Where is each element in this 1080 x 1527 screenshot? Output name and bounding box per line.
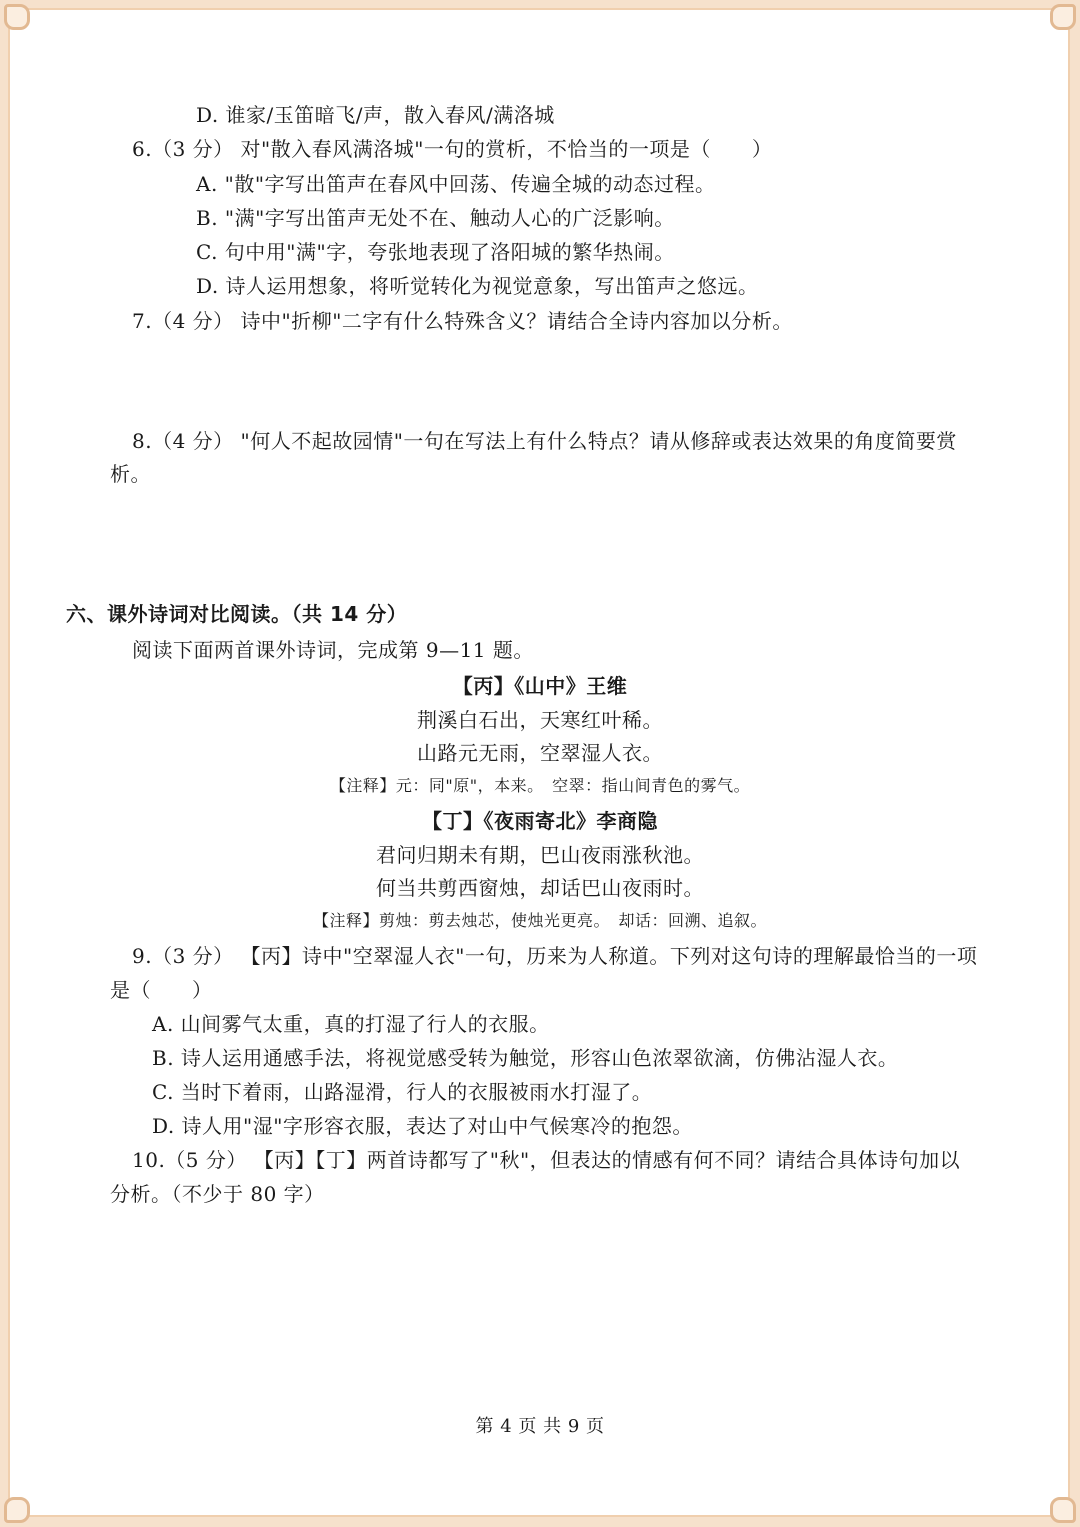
q9-stem-line2: 是（ ） [110, 978, 213, 1002]
q8-stem-line2: 析。 [110, 462, 151, 486]
q6-option-b: B. "满"字写出笛声无处不在、触动人心的广泛影响。 [196, 206, 675, 230]
q9-option-d: D. 诗人用"湿"字形容衣服，表达了对山中气候寒冷的抱怨。 [152, 1114, 693, 1138]
q6-option-c: C. 句中用"满"字，夸张地表现了洛阳城的繁华热闹。 [196, 240, 675, 264]
q10-stem-line2: 分析。（不少于 80 字） [110, 1182, 325, 1206]
page-number: 第 4 页 共 9 页 [475, 1416, 605, 1437]
poem-ding-note: 【注释】剪烛：剪去烛芯，使烛光更亮。 却话：回溯、追叙。 [312, 911, 767, 930]
poem-bing-line1: 荆溪白石出，天寒红叶稀。 [417, 708, 663, 732]
q6-option-d: D. 诗人运用想象，将听觉转化为视觉意象，写出笛声之悠远。 [196, 274, 759, 298]
q9-option-c: C. 当时下着雨，山路湿滑，行人的衣服被雨水打湿了。 [152, 1080, 653, 1104]
corner-ornament [1050, 4, 1076, 30]
poem-bing-title: 【丙】《山中》王维 [452, 674, 628, 698]
q5-option-d: D. 谁家/玉笛暗飞/声，散入春风/满洛城 [196, 103, 555, 127]
q9-stem-line1: 9.（3 分） 【丙】诗中"空翠湿人衣"一句，历来为人称道。下列对这句诗的理解最恰当的一项 [132, 944, 978, 968]
q9-option-b: B. 诗人运用通感手法，将视觉感受转为触觉，形容山色浓翠欲滴，仿佛沾湿人衣。 [152, 1046, 899, 1070]
section-instruction: 阅读下面两首课外诗词，完成第 9—11 题。 [132, 638, 534, 662]
q6-option-a: A. "散"字写出笛声在春风中回荡、传遍全城的动态过程。 [196, 172, 716, 196]
poem-ding-line1: 君问归期未有期，巴山夜雨涨秋池。 [376, 843, 704, 867]
q6-stem: 6.（3 分） 对"散入春风满洛城"一句的赏析，不恰当的一项是（ ） [132, 137, 773, 161]
poem-ding-title: 【丁】《夜雨寄北》李商隐 [422, 809, 658, 833]
q9-option-a: A. 山间雾气太重，真的打湿了行人的衣服。 [152, 1012, 550, 1036]
corner-ornament [4, 4, 30, 30]
corner-ornament [4, 1497, 30, 1523]
q8-stem-line1: 8.（4 分） "何人不起故园情"一句在写法上有什么特点？请从修辞或表达效果的角度简要赏 [132, 429, 957, 453]
q7-stem: 7.（4 分） 诗中"折柳"二字有什么特殊含义？请结合全诗内容加以分析。 [132, 309, 793, 333]
poem-bing-line2: 山路元无雨，空翠湿人衣。 [417, 741, 663, 765]
corner-ornament [1050, 1497, 1076, 1523]
q10-stem-line1: 10.（5 分） 【丙】【丁】两首诗都写了"秋"，但表达的情感有何不同？请结合具体诗句加以 [132, 1148, 961, 1172]
poem-bing-note: 【注释】元：同"原"，本来。 空翠：指山间青色的雾气。 [329, 776, 751, 795]
section-heading: 六、课外诗词对比阅读。（共 14 分） [66, 602, 408, 626]
poem-ding-line2: 何当共剪西窗烛，却话巴山夜雨时。 [376, 876, 704, 900]
